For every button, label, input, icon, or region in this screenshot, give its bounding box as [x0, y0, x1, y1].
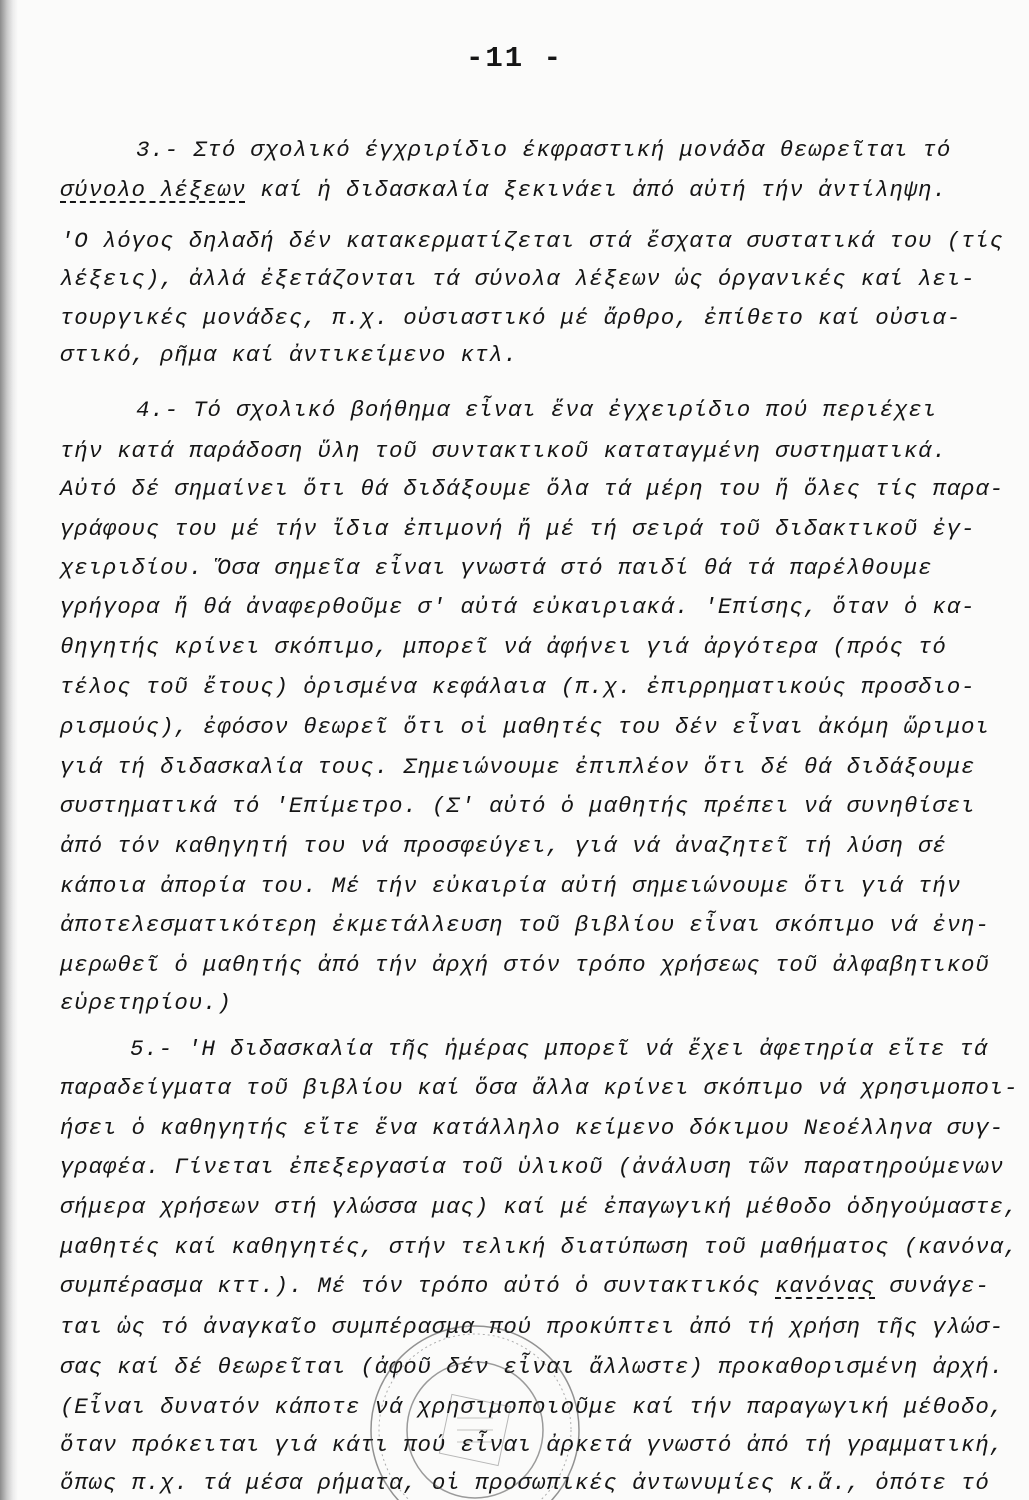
- page-number: -11 -: [465, 42, 563, 75]
- text-line: 'Ο λόγος δηλαδή δέν κατακερματίζεται στά ἔσχατα συστατικά του (τίς: [60, 228, 1004, 254]
- text-line: τουργικές μονάδες, π.χ. οὐσιαστικό μέ ἄρθρο, ἐπίθετο καί οὐσια-: [60, 305, 962, 331]
- text-line: ἀποτελεσματικότερη ἐκμετάλλευση τοῦ βιβλίου εἶναι σκόπιμο νά ἐνη-: [60, 912, 990, 938]
- text-line: ήσει ὁ καθηγητής εἴτε ἕνα κατάλληλο κείμενο δόκιμου Νεοέλληνα συγ-: [60, 1115, 1004, 1141]
- underlined-word: κανόνας: [775, 1273, 876, 1299]
- text-line: τήν κατά παράδοση ὕλη τοῦ συντακτικοῦ καταταγμένη συστηματικά.: [60, 438, 947, 464]
- text-line: σας καί δέ θεωρεῖται (ἀφοῦ δέν εἶναι ἄλλωστε) προκαθορισμένη ἀρχή.: [60, 1354, 1004, 1380]
- text-segment: συμπέρασμα κττ.). Μέ τόν τρόπο αὐτό ὁ συντακτικός: [60, 1273, 776, 1299]
- text-line: γιά τή διδασκαλία τους. Σημειώνουμε ἐπιπλέον ὅτι δέ θά διδάξουμε: [60, 754, 976, 780]
- text-line: ὅπως π.χ. τά μέσα ρήματα, οἱ προσωπικές ἀντωνυμίες κ.ἄ., ὁπότε τό: [60, 1470, 990, 1496]
- underlined-phrase: σύνολο λέξεων: [60, 177, 246, 203]
- text-line: συστηματικά τό 'Επίμετρο. (Σ' αὐτό ὁ μαθητής πρέπει νά συνηθίσει: [60, 793, 976, 819]
- text-line: παραδείγματα τοῦ βιβλίου καί ὅσα ἄλλα κρίνει σκόπιμο νά χρησιμοποι-: [60, 1075, 1019, 1101]
- text-line: [60, 1271, 990, 1301]
- text-line: (Εἶναι δυνατόν κάποτε νά χρησιμοποιοῦμε καί τήν παραγωγική μέθοδο,: [60, 1394, 1004, 1420]
- text-line: ὅταν πρόκειται γιά κάτι πού εἶναι ἀρκετά γνωστό ἀπό τή γραμματική,: [60, 1432, 1004, 1458]
- text-line: σήμερα χρήσεων στή γλώσσα μας) καί μέ ἐπαγωγική μέθοδο ὁδηγούμαστε,: [60, 1194, 1019, 1220]
- text-line: Αὐτό δέ σημαίνει ὅτι θά διδάξουμε ὅλα τά μέρη του ἤ ὅλες τίς παρα-: [60, 476, 1004, 502]
- text-segment: καί ἡ διδασκαλία ξεκινάει ἀπό αὐτή τήν ἀντίληψη.: [245, 177, 947, 203]
- text-line: χειριδίου. Ὅσα σημεῖα εἶναι γνωστά στό παιδί θά τά παρέλθουμε: [60, 555, 933, 581]
- text-line: γρήγορα ἤ θά ἀναφερθοῦμε σ' αὐτά εὐκαιριακά. 'Επίσης, ὅταν ὁ κα-: [60, 594, 976, 620]
- text-line: κάποια ἀπορία του. Μέ τήν εὐκαιρία αὐτή σημειώνουμε ὅτι γιά τήν: [60, 873, 962, 899]
- text-line: ρισμούς), ἐφόσον θεωρεῖ ὅτι οἱ μαθητές του δέν εἶναι ἀκόμη ὥριμοι: [60, 714, 990, 740]
- text-line: 5.- 'Η διδασκαλία τῆς ἡμέρας μπορεῖ νά ἔχει ἀφετηρία εἴτε τά: [130, 1036, 989, 1062]
- text-line: λέξεις), ἀλλά ἐξετάζονται τά σύνολα λέξεων ὡς όργανικές καί λει-: [60, 266, 976, 292]
- text-line: γράφους του μέ τήν ἴδια ἐπιμονή ἤ μέ τή σειρά τοῦ διδακτικοῦ ἐγ-: [60, 516, 976, 542]
- text-line: γραφέα. Γίνεται ἐπεξεργασία τοῦ ὑλικοῦ (ἀνάλυση τῶν παρατηρούμενων: [60, 1154, 1004, 1180]
- text-line: θηγητής κρίνει σκόπιμο, μπορεῖ νά ἀφήνει γιά ἀργότερα (πρός τό: [60, 634, 947, 660]
- text-line: στικό, ρῆμα καί ἀντικείμενο κτλ.: [60, 342, 518, 368]
- text-line: τέλος τοῦ ἔτους) ὁρισμένα κεφάλαια (π.χ. ἐπιρρηματικούς προσδιο-: [60, 674, 976, 700]
- text-line: [60, 175, 947, 205]
- text-line: μερωθεῖ ὁ μαθητής ἀπό τήν ἀρχή στόν τρόπο χρήσεως τοῦ ἀλφαβητικοῦ: [60, 952, 990, 978]
- text-segment: συνάγε-: [875, 1273, 990, 1299]
- text-line: 4.- Τό σχολικό βοήθημα εἶναι ἕνα ἐγχειρίδιο πού περιέχει: [136, 397, 937, 423]
- text-line: ται ὡς τό ἀναγκαῖο συμπέρασμα πού προκύπτει ἀπό τή χρήση τῆς γλώσ-: [60, 1314, 1004, 1340]
- text-line: ἀπό τόν καθηγητή του νά προσφεύγει, γιά νά ἀναζητεῖ τή λύση σέ: [60, 833, 947, 859]
- text-line: εὑρετηρίου.): [60, 990, 232, 1016]
- text-line: 3.- Στό σχολικό έγχριρίδιο έκφραστική μονάδα θεωρεῖται τό: [136, 137, 952, 163]
- text-line: μαθητές καί καθηγητές, στήν τελική διατύπωση τοῦ μαθήματος (κανόνα,: [60, 1234, 1019, 1260]
